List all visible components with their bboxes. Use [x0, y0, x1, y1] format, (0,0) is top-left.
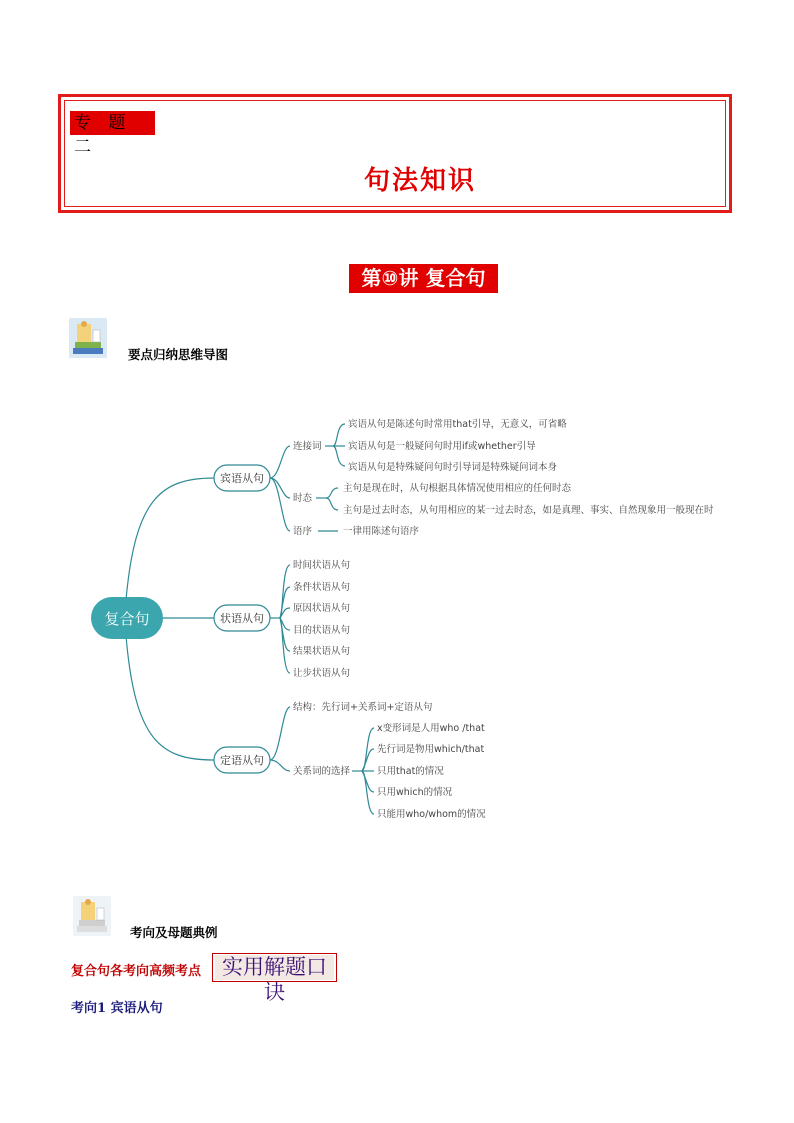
mindmap-leaf: 目的状语从句 [293, 625, 351, 636]
mindmap-sub-label: 时态 [293, 493, 313, 504]
mindmap-leaf: 只用which的情况 [377, 787, 453, 798]
tip-box [212, 953, 337, 1004]
mindmap-branch-label: 宾语从句 [220, 472, 264, 485]
mindmap-leaf: 先行词是物用which/that [377, 744, 485, 755]
mindmap-sub-label: 关系词的选择 [293, 766, 351, 777]
mindmap-leaf: 主句是过去时态，从句用相应的某一过去时态，如是真理、事实、自然现象用一般现在时 [343, 505, 714, 516]
page-title: 句法知识 [363, 166, 476, 196]
mindmap-leaf: x变形词是人用who /that [377, 723, 485, 734]
lecture-title: 第⑩讲 复合句 [349, 264, 498, 293]
book-icon [73, 896, 111, 936]
mindmap-leaf: 宾语从句是特殊疑问句时引导词是特殊疑问词本身 [348, 462, 558, 473]
mindmap-leaf: 只能用who/whom的情况 [377, 809, 486, 820]
mindmap-leaf: 时间状语从句 [293, 560, 351, 571]
mindmap-leaf: 原因状语从句 [293, 603, 351, 614]
section-title-mindmap: 要点归纳思维导图 [128, 347, 229, 362]
subheading-text: 复合句各考向高频考点 [71, 964, 202, 979]
mindmap-leaf: 宾语从句是陈述句时常用that引导，无意义，可省略 [348, 419, 567, 430]
mindmap-leaf: 一律用陈述句语序 [343, 526, 420, 537]
mindmap-leaf: 主句是现在时，从句根据具体情况使用相应的任何时态 [343, 483, 572, 494]
mindmap-sub-label: 连接词 [293, 441, 322, 452]
edge-root-b1 [126, 478, 214, 600]
mindmap-sub-label: 语序 [293, 526, 313, 537]
mindmap-leaf: 结果状语从句 [293, 646, 351, 657]
mindmap-leaf: 让步状语从句 [293, 668, 351, 679]
mindmap-leaf: 条件状语从句 [293, 582, 351, 593]
mindmap-branch-label: 定语从句 [220, 754, 264, 767]
mindmap-leaf: 只用that的情况 [377, 766, 444, 777]
mindmap-leaf: 宾语从句是一般疑问句时用if或whether引导 [348, 441, 536, 452]
mindmap-sub-label: 结构：先行词+关系词+定语从句 [293, 702, 433, 713]
topic-tag: 专 题 二 [70, 111, 155, 135]
mindmap-root-label: 复合句 [104, 610, 150, 628]
section-title-directions: 考向及母题典例 [130, 925, 218, 940]
edge-root-b3 [126, 636, 214, 760]
direction-title: 考向1 宾语从句 [71, 1001, 163, 1016]
tip-label: 实用解题口诀 [215, 955, 334, 980]
mindmap-branch-label: 状语从句 [220, 612, 264, 625]
